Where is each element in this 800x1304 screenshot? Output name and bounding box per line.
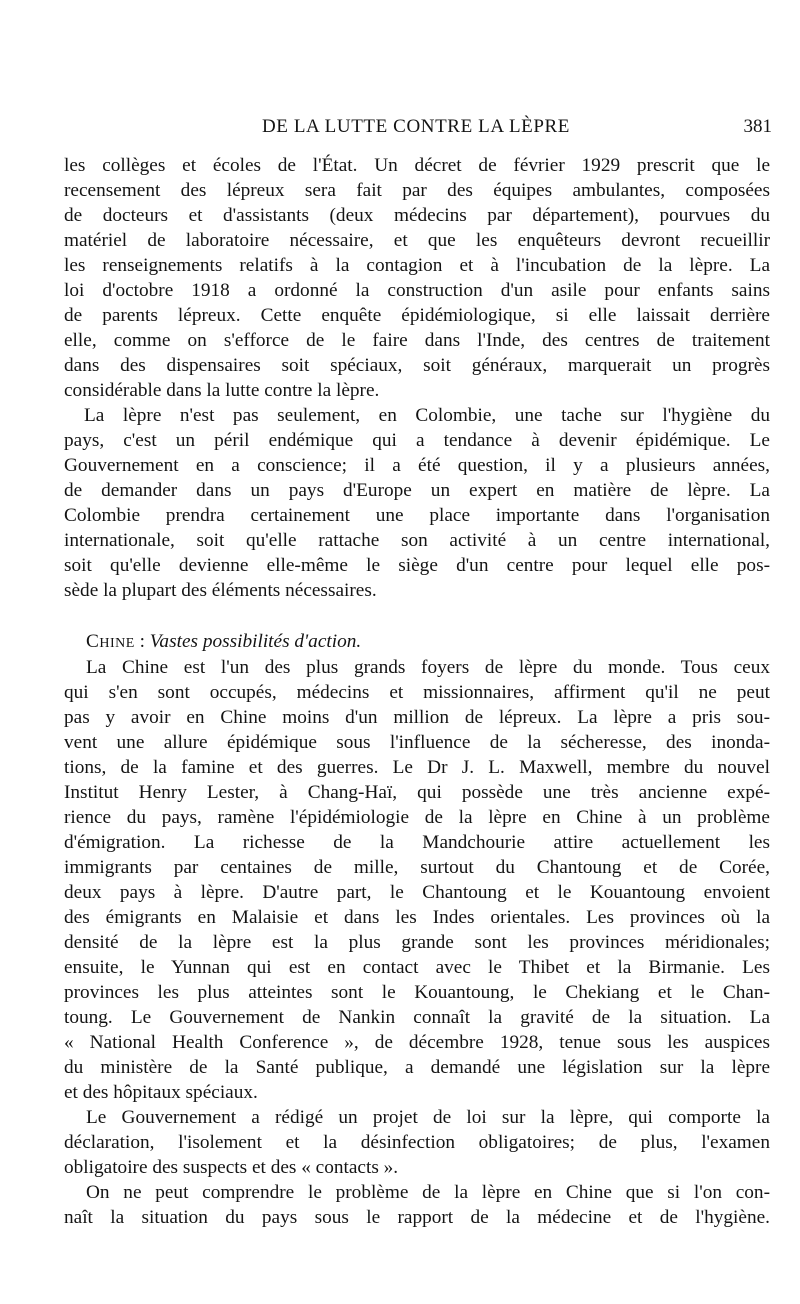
section-country: Chine xyxy=(86,631,135,652)
text-line: La Chine est l'un des plus grands foyers de lèpre du monde. Tous ceux xyxy=(86,657,770,678)
text-line: de demander dans un pays d'Europe un expert en matière de lèpre. La xyxy=(64,480,770,501)
text-line: soit qu'elle devienne elle-même le siège d'un centre pour lequel elle pos- xyxy=(64,555,770,576)
text-line: ensuite, le Yunnan qui est en contact avec le Thibet et la Birmanie. Les xyxy=(64,957,770,978)
text-line: matériel de laboratoire nécessaire, et que les enquêteurs devront recueillir xyxy=(64,230,770,251)
text-line: les renseignements relatifs à la contagion et à l'incubation de la lèpre. La xyxy=(64,255,770,276)
text-line: les collèges et écoles de l'État. Un décret de février 1929 prescrit que le xyxy=(64,155,770,176)
text-line: obligatoire des suspects et des « contacts ». xyxy=(64,1157,399,1178)
text-line: de parents lépreux. Cette enquête épidémiologique, si elle laissait derrière xyxy=(64,305,770,326)
text-line: de docteurs et d'assistants (deux médecins par département), pourvues du xyxy=(64,205,770,226)
section-heading xyxy=(86,630,770,654)
text-line: « National Health Conference », de décembre 1928, tenue sous les auspices xyxy=(64,1032,770,1053)
text-line: elle, comme on s'efforce de le faire dans l'Inde, des centres de traitement xyxy=(64,330,770,351)
text-line: naît la situation du pays sous le rapport de la médecine et de l'hygiène. xyxy=(64,1207,770,1228)
text-line: d'émigration. La richesse de la Mandchourie attire actuellement les xyxy=(64,832,770,853)
text-line: rience du pays, ramène l'épidémiologie de la lèpre en Chine à un problème xyxy=(64,807,770,828)
text-line: provinces les plus atteintes sont le Kouantoung, le Chekiang et le Chan- xyxy=(64,982,770,1003)
text-line: dans des dispensaires soit spéciaux, soit généraux, marquerait un progrès xyxy=(64,355,770,376)
running-head xyxy=(60,116,772,140)
section-separator: : xyxy=(134,631,150,652)
text-line: La lèpre n'est pas seulement, en Colombie, une tache sur l'hygiène du xyxy=(84,405,770,426)
text-line: Institut Henry Lester, à Chang-Haï, qui possède une très ancienne expé- xyxy=(64,782,770,803)
text-line: Le Gouvernement a rédigé un projet de loi sur la lèpre, qui comporte la xyxy=(86,1107,770,1128)
text-line: et des hôpitaux spéciaux. xyxy=(64,1082,258,1103)
text-line: du ministère de la Santé publique, a demandé une législation sur la lèpre xyxy=(64,1057,770,1078)
text-line: pays, c'est un péril endémique qui a tendance à devenir épidémique. Le xyxy=(64,430,770,451)
text-line: loi d'octobre 1918 a ordonné la construction d'un asile pour enfants sains xyxy=(64,280,770,301)
section-title: Vastes possibilités d'action. xyxy=(149,631,362,652)
text-line: des émigrants en Malaisie et dans les Indes orientales. Les provinces où la xyxy=(64,907,770,928)
text-line: toung. Le Gouvernement de Nankin connaît la gravité de la situation. La xyxy=(64,1007,770,1028)
text-line: pas y avoir en Chine moins d'un million de lépreux. La lèpre a pris sou- xyxy=(64,707,770,728)
text-line: immigrants par centaines de mille, surtout du Chantoung et de Corée, xyxy=(64,857,770,878)
text-line: densité de la lèpre est la plus grande sont les provinces méridionales; xyxy=(64,932,770,953)
page-number: 381 xyxy=(743,116,772,137)
text-line: qui s'en sont occupés, médecins et missionnaires, affirment qu'il ne peut xyxy=(64,682,770,703)
text-line: internationale, soit qu'elle rattache son activité à un centre international, xyxy=(64,530,770,551)
running-title: DE LA LUTTE CONTRE LA LÈPRE xyxy=(261,116,571,137)
text-line: vent une allure épidémique sous l'influence de la sécheresse, des inonda- xyxy=(64,732,770,753)
text-line: Colombie prendra certainement une place importante dans l'organisation xyxy=(64,505,770,526)
text-line: On ne peut comprendre le problème de la lèpre en Chine que si l'on con- xyxy=(86,1182,770,1203)
text-line: considérable dans la lutte contre la lèpre. xyxy=(64,380,380,401)
text-line: sède la plupart des éléments nécessaires. xyxy=(64,580,377,601)
text-line: deux pays à lèpre. D'autre part, le Chantoung et le Kouantoung envoient xyxy=(64,882,770,903)
text-line: Gouvernement en a conscience; il a été question, il y a plusieurs années, xyxy=(64,455,770,476)
text-line: tions, de la famine et des guerres. Le Dr J. L. Maxwell, membre du nouvel xyxy=(64,757,770,778)
text-line: recensement des lépreux sera fait par des équipes ambulantes, composées xyxy=(64,180,770,201)
text-line: déclaration, l'isolement et la désinfection obligatoires; de plus, l'examen xyxy=(64,1132,770,1153)
